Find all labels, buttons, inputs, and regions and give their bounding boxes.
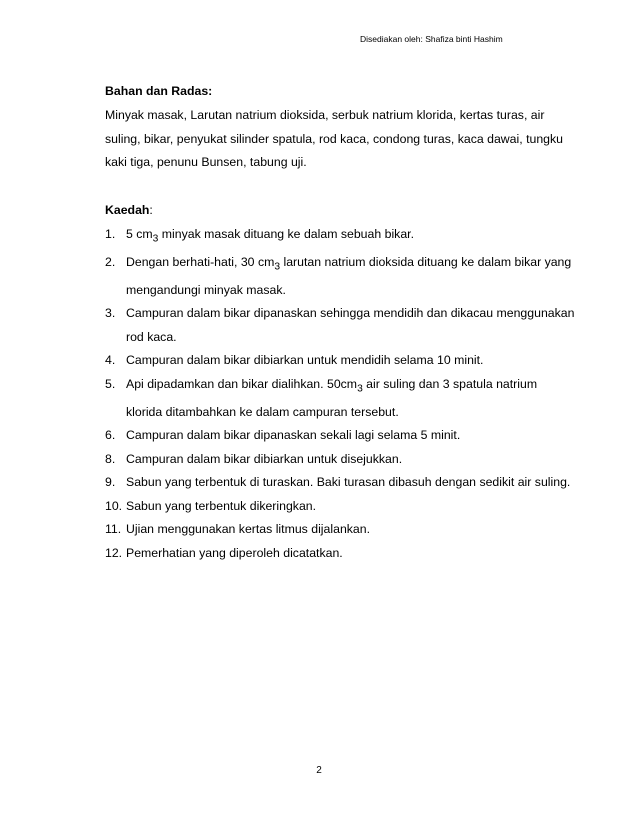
step-number: 8. (105, 451, 116, 466)
method-step (105, 542, 575, 566)
step-number: 11. (105, 522, 122, 537)
step-text: Sabun yang terbentuk dikeringkan. (126, 498, 317, 513)
step-number: 1. (105, 227, 116, 241)
step-text-part: Dengan berhati-hati, 30 cm (126, 254, 275, 269)
page-number: 2 (316, 765, 322, 776)
step-text-part: Api dipadamkan dan bikar dialihkan. 50cm (126, 376, 358, 391)
method-steps-list (105, 223, 575, 565)
step-text: Ujian menggunakan kertas litmus dijalankan. (126, 522, 371, 537)
unit-subscript: 3 (274, 261, 281, 273)
step-text: Pemerhatian yang diperoleh dicatatkan. (126, 545, 343, 560)
materials-section (105, 83, 575, 175)
step-number: 2. (105, 254, 116, 269)
method-heading-colon: : (149, 203, 153, 217)
method-step (105, 251, 575, 302)
prepared-by-note: Disediakan oleh: Shafiza binti Hashim (360, 34, 503, 44)
step-number: 6. (105, 428, 116, 443)
method-step (105, 471, 575, 495)
step-text: Campuran dalam bikar dipanaskan sehingga mendidih dan dikacau menggunakan rod kaca. (126, 306, 575, 344)
method-step (105, 518, 575, 542)
step-text: Campuran dalam bikar dipanaskan sekali lagi selama 5 minit. (126, 428, 461, 443)
method-step (105, 302, 575, 349)
method-step (105, 373, 575, 424)
step-text-part: 5 cm (126, 227, 153, 241)
method-heading (105, 202, 575, 218)
step-text-part: air suling dan 3 spatula natrium klorida ditambahkan ke dalam campuran tersebut. (126, 376, 538, 419)
unit-subscript: 3 (357, 383, 363, 395)
step-number: 4. (105, 353, 116, 368)
method-step (105, 424, 575, 448)
method-section (105, 202, 575, 565)
step-number: 3. (105, 306, 116, 321)
step-text: Campuran dalam bikar dibiarkan untuk mendidih selama 10 minit. (126, 353, 484, 368)
step-text: Sabun yang terbentuk di turaskan. Baki turasan dibasuh dengan sedikit air suling. (126, 475, 571, 490)
method-step (105, 349, 575, 373)
materials-heading: Bahan dan Radas: (105, 84, 213, 98)
step-text (126, 373, 575, 424)
method-step (105, 448, 575, 472)
step-text (126, 223, 575, 251)
method-step (105, 223, 575, 251)
step-number: 5. (105, 376, 116, 391)
step-text: Campuran dalam bikar dibiarkan untuk disejukkan. (126, 451, 403, 466)
step-text (126, 251, 575, 302)
step-number: 10. (105, 498, 123, 513)
materials-list: Minyak masak, Larutan natrium dioksida, serbuk natrium klorida, kertas turas, air suling, bikar, penyukat silinder spatula, rod kaca, condong turas, kaca dawai, tungku kaki tiga, penunu Bunsen, tabung uji. (105, 108, 563, 169)
method-heading-label: Kaedah (105, 203, 150, 217)
unit-subscript: 3 (152, 233, 159, 245)
step-number: 12. (105, 545, 123, 560)
step-text-part: larutan natrium dioksida dituang ke dalam bikar yang mengandungi minyak masak. (126, 254, 572, 297)
step-text-part: minyak masak dituang ke dalam sebuah bikar. (158, 227, 414, 241)
method-step (105, 495, 575, 519)
step-number: 9. (105, 475, 116, 490)
